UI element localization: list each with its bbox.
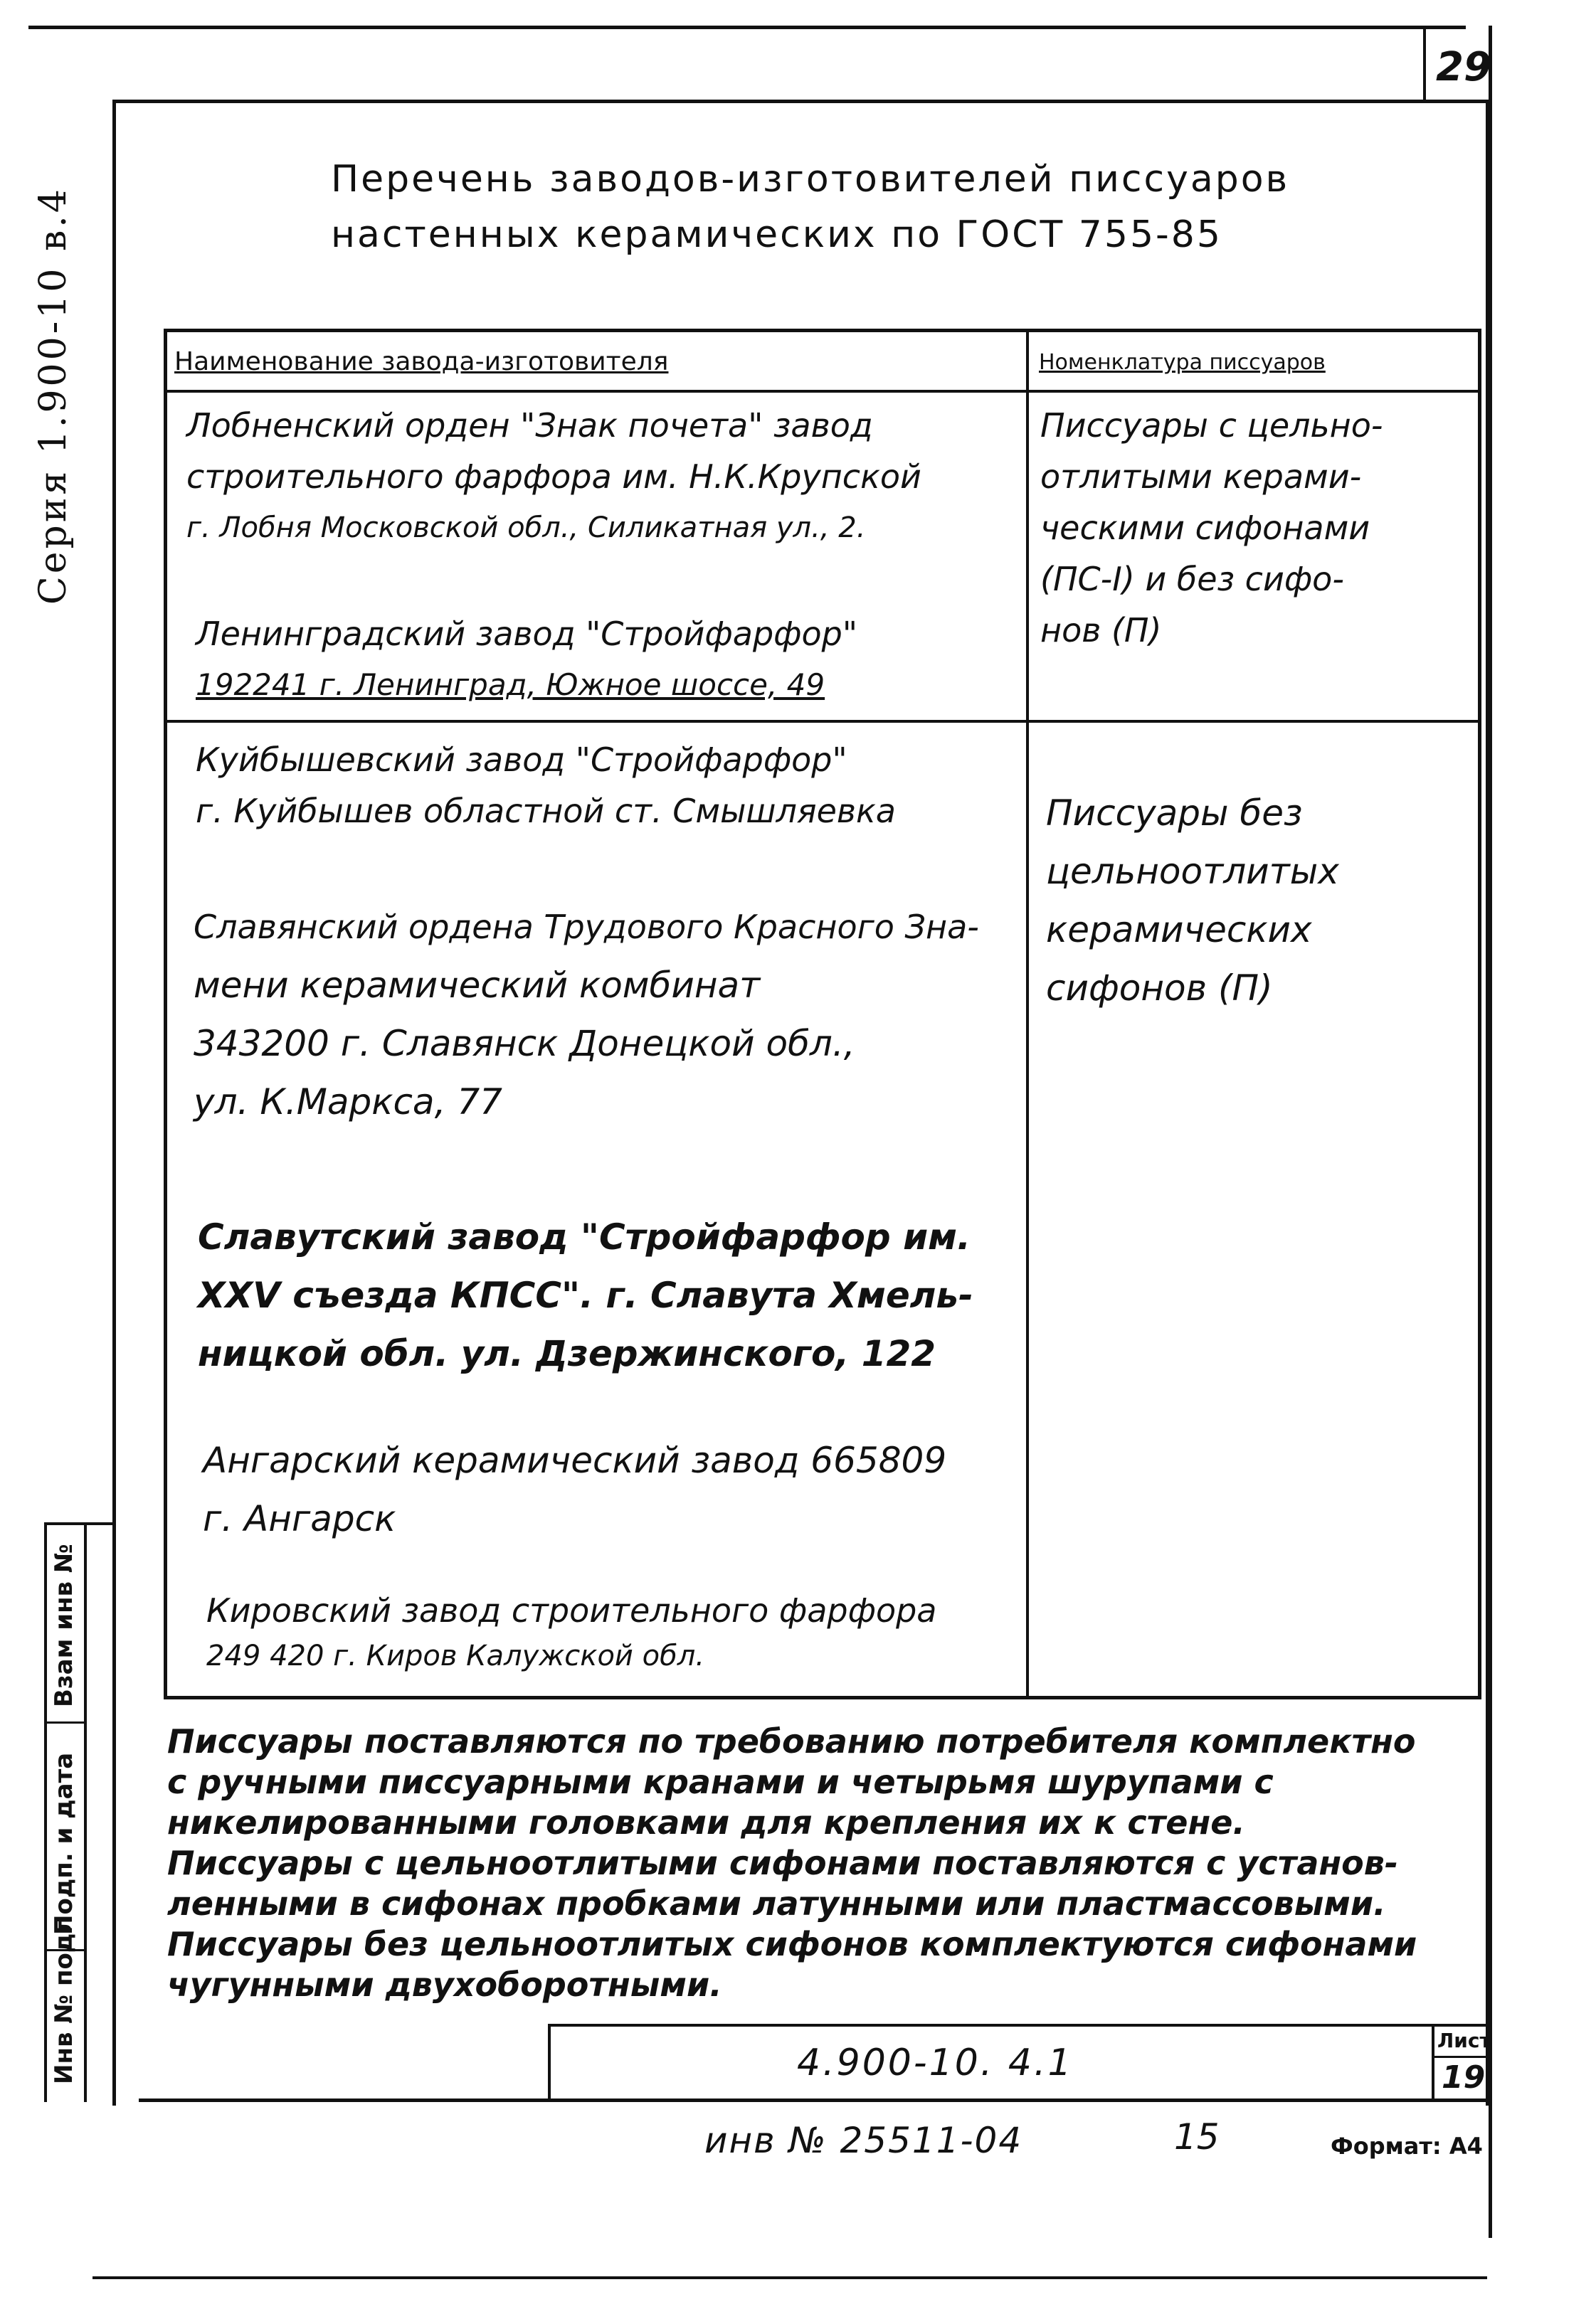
document-code: 4.900-10. 4.1	[797, 2042, 1074, 2084]
plant-line: Куйбышевский завод "Стройфарфор"	[196, 741, 847, 779]
side-stamp-mid-line	[84, 1522, 87, 2102]
table-bottom-border	[164, 1696, 1481, 1699]
nomenclature-line: Писсуары без	[1046, 792, 1303, 834]
header-plant: Наименование завода-изготовителя	[174, 347, 669, 376]
plant-line: г. Лобня Московской обл., Силикатная ул., 2.	[186, 511, 866, 544]
top-frame-line	[28, 26, 1466, 29]
plant-line: Лобненский орден "Знак почета" завод	[186, 406, 873, 445]
format-label: Формат: А4	[1331, 2133, 1483, 2160]
side-label-inv-orig: Инв № подл	[50, 1915, 78, 2084]
header-nomenclature: Номенклатура писсуаров	[1039, 350, 1326, 375]
nomenclature-cell	[1046, 784, 1473, 1017]
page-title-line-2: настенных керамических по ГОСТ 755-85	[331, 213, 1222, 256]
stamp-top-line	[548, 2024, 1487, 2027]
plant-line: XXV съезда КПСС". г. Славута Хмель-	[198, 1275, 973, 1316]
stamp-sheet-hline	[1432, 2056, 1487, 2058]
note-line: Писсуары с цельноотлитыми сифонами поставляются с установ-	[167, 1844, 1398, 1882]
plant-line: мени керамический комбинат	[194, 965, 761, 1006]
inner-right-line	[1486, 100, 1489, 2106]
plant-line: ницкой обл. ул. Дзержинского, 122	[198, 1333, 936, 1374]
plant-line: г. Ангарск	[203, 1498, 396, 1539]
plant-line: ул. К.Маркса, 77	[194, 1081, 502, 1123]
note-line: с ручными писсуарными кранами и четырьмя шурупами с	[167, 1763, 1274, 1801]
table-row	[186, 400, 1026, 553]
table-row	[206, 1588, 1021, 1679]
table-left-border	[164, 329, 167, 1699]
side-label-sign-date: Подп. и дата	[50, 1752, 78, 1935]
note-line: чугунными двухоборотными.	[167, 1965, 722, 2004]
plant-line: 192241 г. Ленинград, Южное шоссе, 49	[196, 667, 825, 702]
page-title-line-1: Перечень заводов-изготовителей писсуаров	[331, 158, 1290, 201]
sheet-label: Лист	[1437, 2029, 1491, 2052]
note-line: Писсуары поставляются по требованию потребителя комплектно	[167, 1722, 1416, 1761]
side-stamp-div-1	[44, 1721, 87, 1724]
table-row	[198, 1208, 1023, 1383]
table-row	[203, 1431, 1021, 1548]
plant-line: Славутский завод "Стройфарфор им.	[198, 1216, 971, 1258]
plant-line: Ленинградский завод "Стройфарфор"	[196, 615, 857, 653]
stamp-sheet-divider	[1432, 2024, 1434, 2101]
table-row	[196, 608, 1025, 711]
table-row	[194, 898, 1026, 1131]
nomenclature-line: цельноотлитых	[1046, 851, 1339, 892]
nomenclature-line: сифонов (П)	[1046, 967, 1273, 1009]
nomenclature-line: отлитыми керами-	[1040, 457, 1362, 496]
page-number: 29	[1436, 44, 1491, 90]
nomenclature-cell	[1040, 400, 1474, 656]
page-bottom-line	[93, 2276, 1487, 2279]
inventory-number: инв № 25511-04	[704, 2120, 1023, 2161]
nomenclature-line: ческими сифонами	[1040, 509, 1370, 547]
table-row	[196, 734, 1025, 837]
nomenclature-line: (ПС-I) и без сифо-	[1040, 560, 1344, 598]
table-header-divider	[164, 390, 1481, 393]
side-label-replace-inv: Взам инв №	[50, 1544, 78, 1707]
plant-line: г. Куйбышев областной ст. Смышляевка	[196, 792, 896, 830]
sheet-number: 19	[1442, 2059, 1486, 2096]
plant-line: 249 420 г. Киров Калужской обл.	[206, 1640, 705, 1672]
plant-line: строительного фарфора им. Н.К.Крупской	[186, 457, 921, 496]
side-stamp-left-line	[44, 1522, 47, 2102]
nomenclature-line: Писсуары с цельно-	[1040, 406, 1383, 445]
note-line: Писсуары без цельноотлитых сифонов комплектуются сифонами	[167, 1925, 1417, 1963]
note-line: никелированными головками для крепления их к стене.	[167, 1803, 1245, 1842]
nomenclature-line: керамических	[1046, 909, 1312, 950]
stamp-left-line	[548, 2024, 551, 2101]
table-column-divider	[1026, 329, 1029, 1699]
table-right-border	[1478, 329, 1481, 1699]
plant-line: Славянский ордена Трудового Красного Зна-	[194, 908, 979, 946]
plant-line: Ангарский керамический завод 665809	[203, 1440, 947, 1481]
notes-block	[167, 1721, 1484, 2005]
table-group-divider	[164, 720, 1481, 723]
series-label: Серия 1.900-10 в.4	[32, 186, 75, 605]
plant-line: 343200 г. Славянск Донецкой обл.,	[194, 1023, 855, 1064]
table-top-border	[164, 329, 1481, 332]
page-number-box-left	[1423, 26, 1426, 101]
inner-top-line	[114, 100, 1487, 103]
inner-left-line	[112, 100, 116, 2106]
plant-line: Кировский завод строительного фарфора	[206, 1591, 937, 1630]
nomenclature-line: нов (П)	[1040, 611, 1162, 649]
side-stamp-top-line	[44, 1522, 115, 1525]
footer-mark: 15	[1174, 2116, 1220, 2158]
bottom-frame-line	[139, 2099, 1491, 2102]
note-line: ленными в сифонах пробками латунными или пластмассовыми.	[167, 1884, 1386, 1923]
